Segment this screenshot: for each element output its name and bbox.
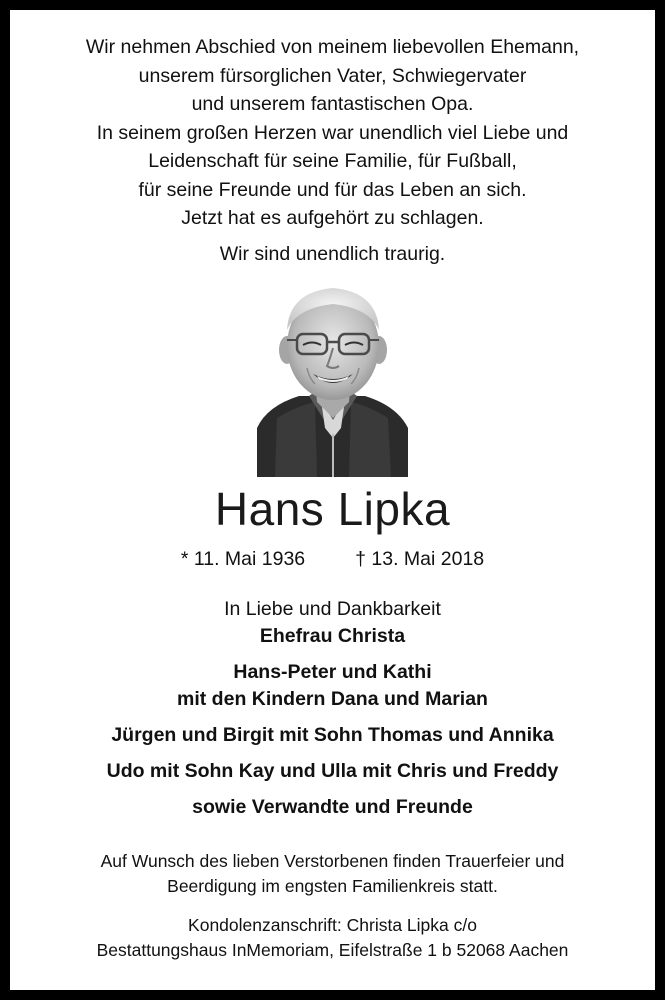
- thanks-text: In Liebe und Dankbarkeit: [224, 598, 441, 620]
- life-dates: [10, 546, 655, 572]
- intro-line: In seinem großen Herzen war unendlich viel Liebe und: [96, 121, 569, 144]
- family-group: [10, 623, 655, 650]
- family-line: sowie Verwandte und Freunde: [192, 796, 473, 818]
- birth-date: * 11. Mai 1936: [180, 548, 306, 570]
- family-line: Jürgen und Birgit mit Sohn Thomas und Annika: [111, 724, 554, 746]
- family-line: mit den Kindern Dana und Marian: [177, 688, 488, 710]
- funeral-line: Beerdigung im engsten Familienkreis statt.: [167, 876, 498, 896]
- death-date: † 13. Mai 2018: [355, 548, 485, 570]
- name-text: Hans Lipka: [214, 483, 451, 535]
- intro-line: Wir nehmen Abschied von meinem liebevollen Ehemann,: [85, 36, 580, 58]
- family-line: Ehefrau Christa: [259, 625, 406, 647]
- family-list: [10, 623, 655, 830]
- condolence-line: Kondolenzanschrift: Christa Lipka c/o: [188, 915, 477, 935]
- thanks-line: [10, 596, 655, 623]
- family-group: [10, 758, 655, 785]
- condolence-address: [10, 913, 655, 963]
- sadness-line: [10, 240, 655, 268]
- intro-line: Leidenschaft für seine Familie, für Fußball,: [148, 150, 517, 172]
- family-group: [10, 794, 655, 821]
- family-line: Udo mit Sohn Kay und Ulla mit Chris und Freddy: [106, 760, 559, 782]
- intro-line: und unserem fantastischen Opa.: [191, 93, 474, 115]
- portrait-photo: [257, 278, 408, 477]
- funeral-line: Auf Wunsch des lieben Verstorbenen finden Trauerfeier und: [100, 851, 565, 871]
- condolence-line: Bestattungshaus InMemoriam, Eifelstraße 1 b 52068 Aachen: [96, 940, 569, 960]
- intro-text: [10, 33, 655, 233]
- family-group: [10, 722, 655, 749]
- sadness-text: Wir sind unendlich traurig.: [219, 243, 446, 265]
- portrait-photo-icon: [257, 278, 408, 477]
- family-line: Hans-Peter und Kathi: [233, 661, 432, 683]
- intro-line: unserem fürsorglichen Vater, Schwiegervater: [138, 64, 527, 87]
- funeral-notice: [10, 849, 655, 899]
- intro-line: für seine Freunde und für das Leben an sich.: [138, 178, 527, 201]
- family-group: [10, 659, 655, 713]
- deceased-name: [10, 481, 655, 537]
- intro-line: Jetzt hat es aufgehört zu schlagen.: [181, 207, 484, 229]
